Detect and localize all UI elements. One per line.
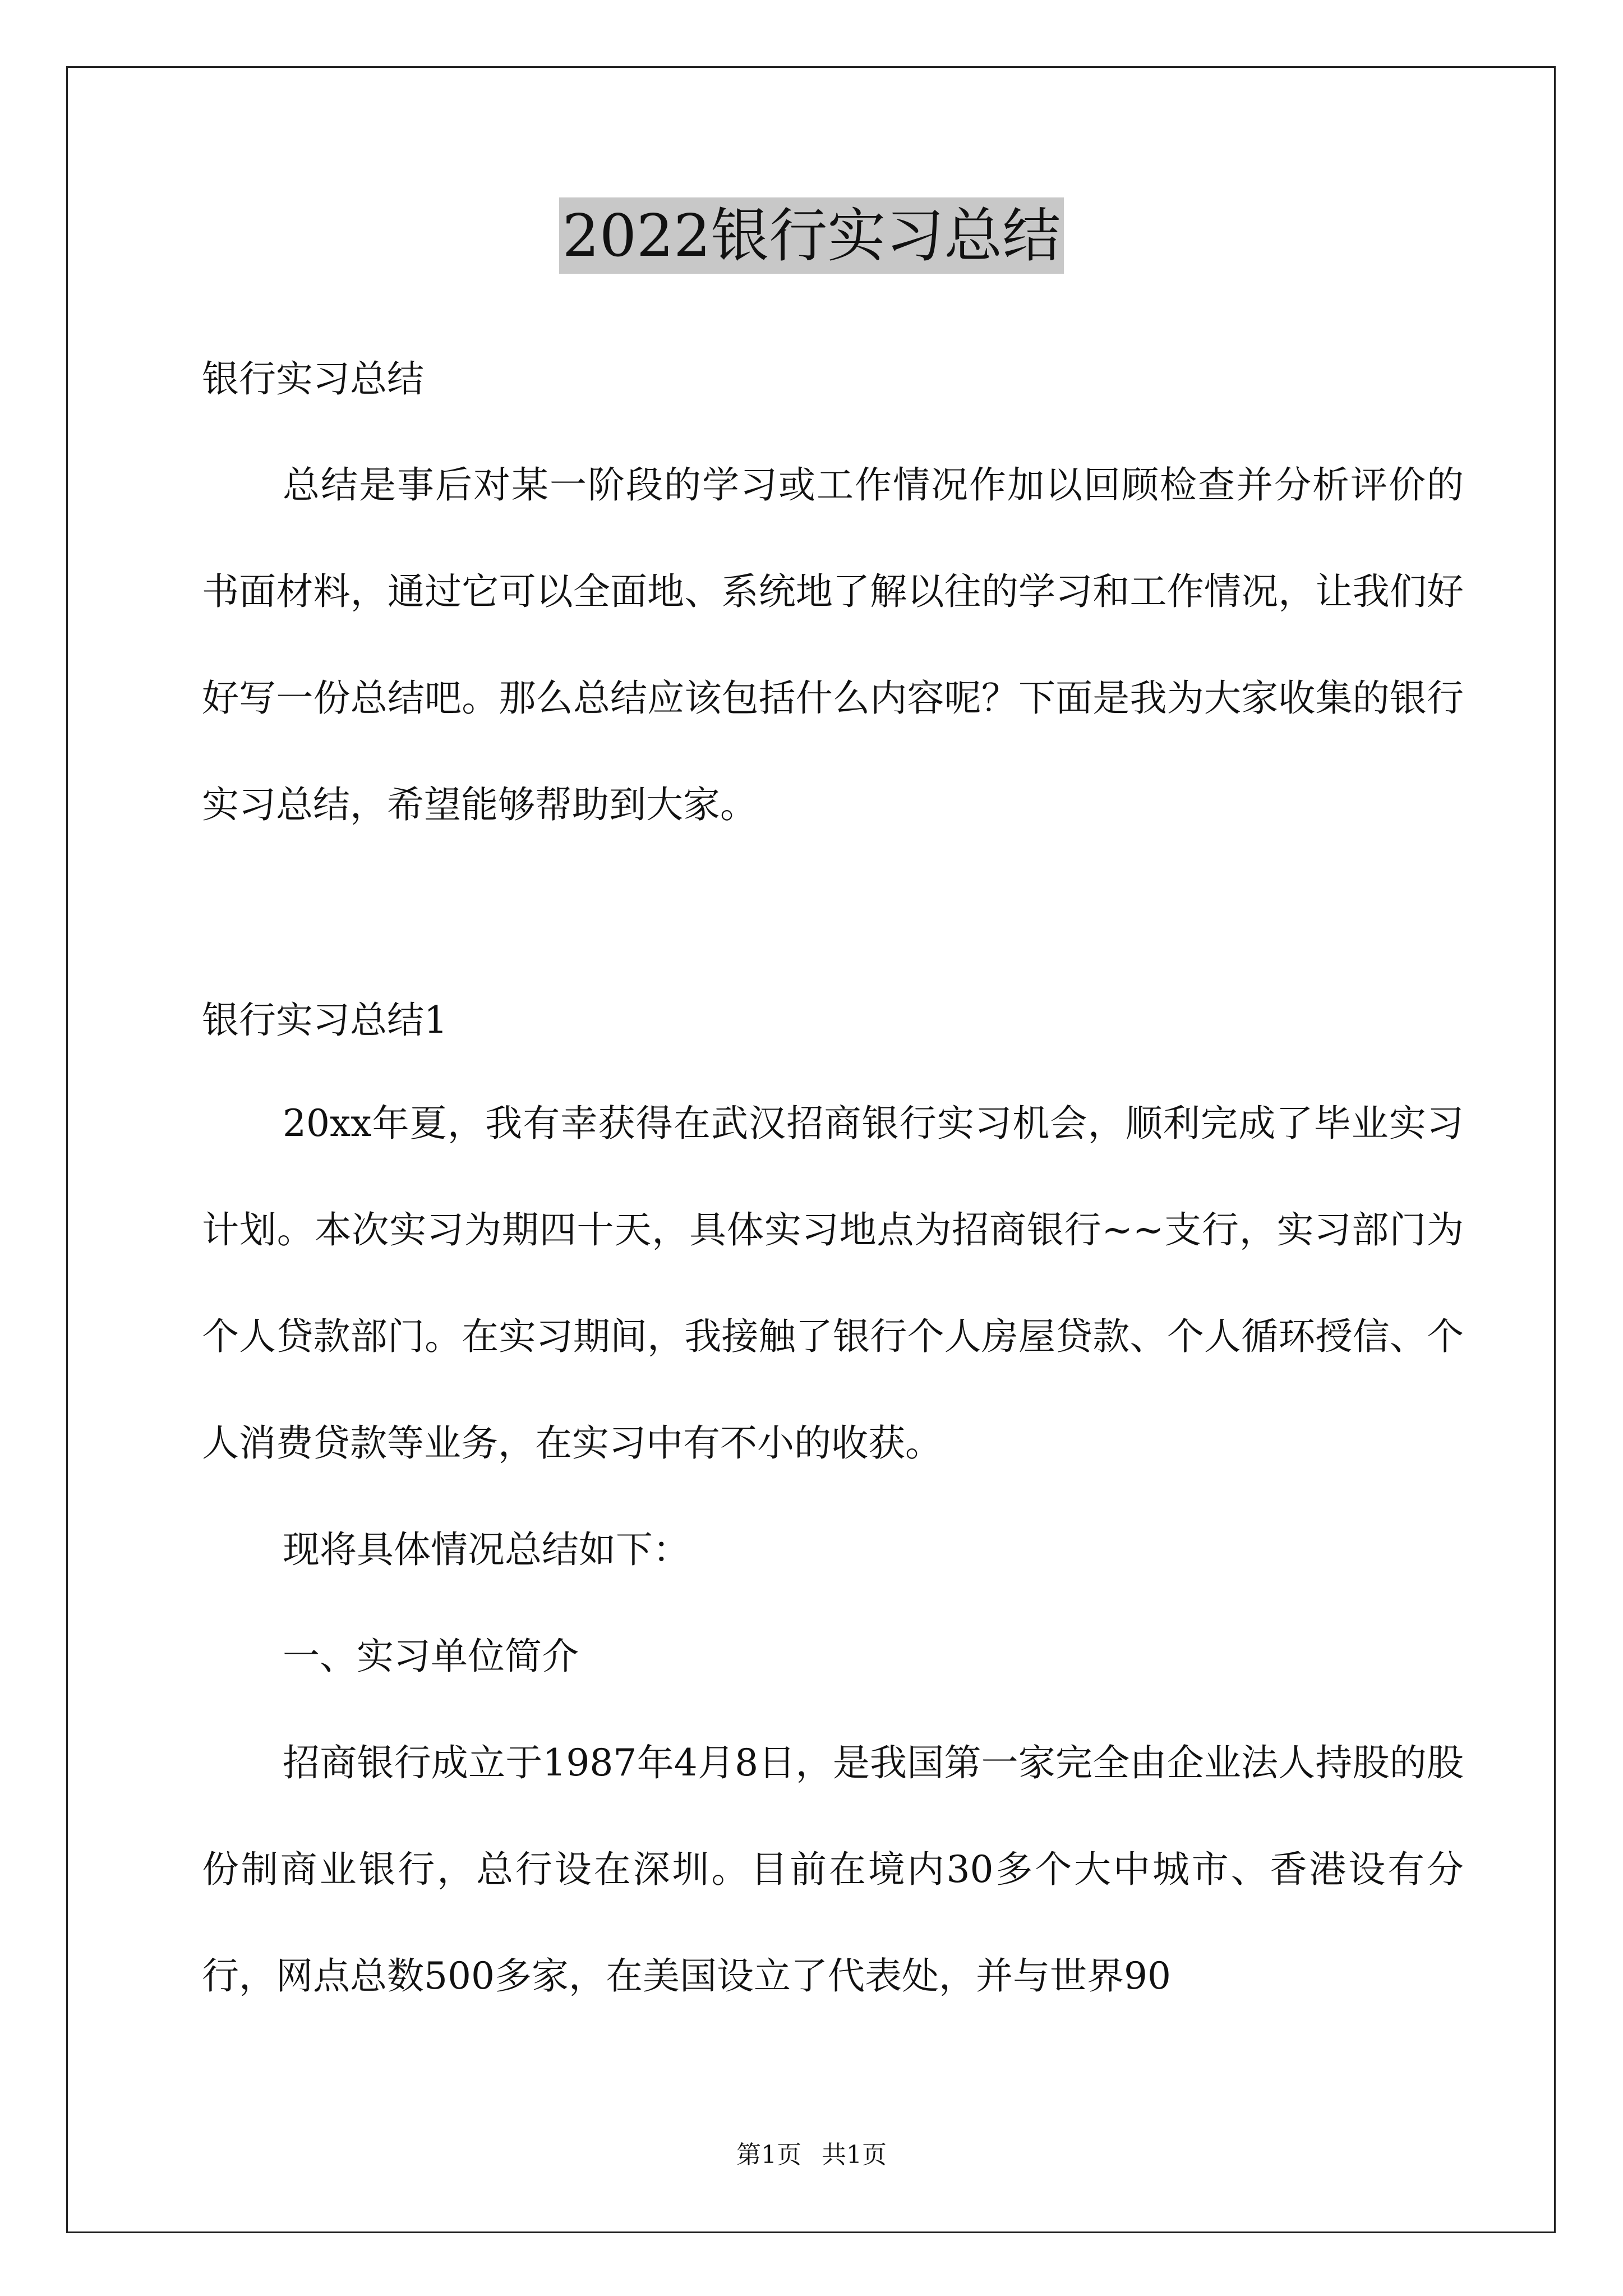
body-paragraph-4: 招商银行成立于1987年4月8日，是我国第一家完全由企业法人持股的股份制商业银行，总行设在深圳。目前在境内30多个大中城市、香港设有分行，网点总数500多家，在美国设立了代表处，并与世界90 [202,1741,1464,1998]
body-paragraph-1: 20xx年夏，我有幸获得在武汉招商银行实习机会，顺利完成了毕业实习计划。本次实习为期四十天，具体实习地点为招商银行~~支行，实习部门为个人贷款部门。在实习期间，我接触了银行个人房屋贷款、个人循环授信、个人消费贷款等业务，在实习中有不小的收获。 [202,1102,1464,1465]
document-subtitle: 银行实习总结 [202,357,424,401]
section-heading: 银行实习总结1 [202,999,448,1042]
intro-paragraph: 总结是事后对某一阶段的学习或工作情况作加以回顾检查并分析评价的书面材料，通过它可以全面地、系统地了解以往的学习和工作情况，让我们好好写一份总结吧。那么总结应该包括什么内容呢？下面是我为大家收集的银行实习总结，希望能够帮助到大家。 [202,463,1464,826]
page-number-current: 第1页 [736,2141,801,2169]
section-heading-unit-intro: 一、实习单位简介 [283,1635,579,1678]
title-container [0,197,1623,274]
page-number-total: 共1页 [822,2141,887,2169]
page-footer [0,2138,1623,2172]
body-paragraph-2: 现将具体情况总结如下： [283,1528,690,1571]
document-title: 2022银行实习总结 [559,197,1064,274]
